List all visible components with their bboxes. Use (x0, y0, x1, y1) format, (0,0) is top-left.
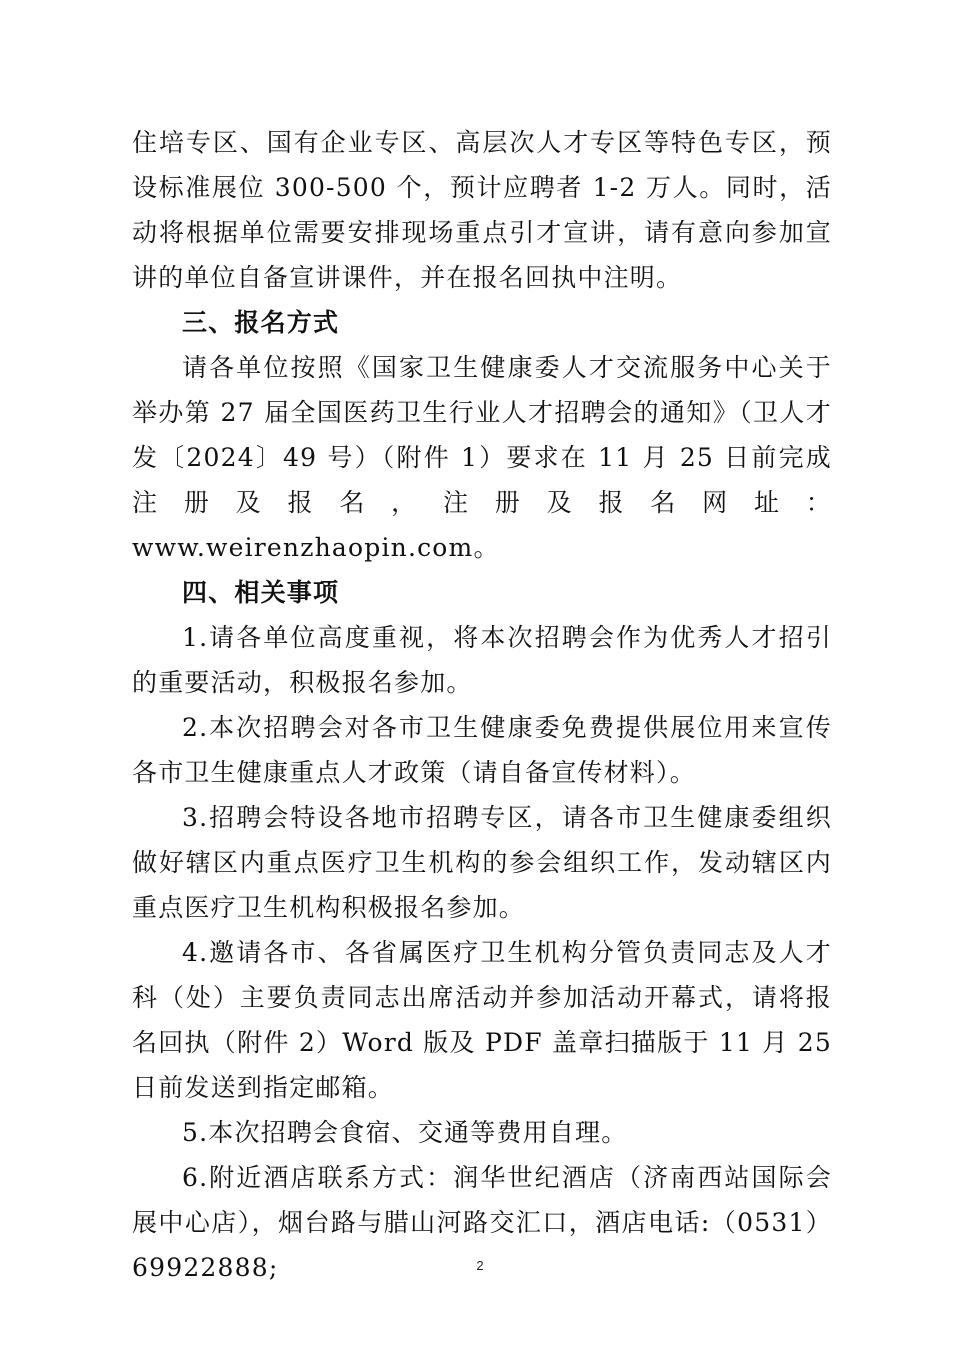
page-number: 2 (476, 1258, 484, 1273)
list-item-1: 1.请各单位高度重视，将本次招聘会作为优秀人才招引的重要活动，积极报名参加。 (132, 623, 832, 697)
list-item-6: 6.附近酒店联系方式：润华世纪酒店（济南西站国际会展中心店），烟台路与腊山河路交汇口，酒店电话:（0531）69922888; (132, 1163, 832, 1282)
paragraph-registration: 请各单位按照《国家卫生健康委人才交流服务中心关于举办第 27 届全国医药卫生行业人才招聘会的通知》（卫人才发〔2024〕49 号）（附件 1）要求在 11 月 25 日前完成注册及报名，注册及报名网址：www.weirenzhaopin.com。 (132, 353, 832, 562)
list-item-4: 4.邀请各市、各省属医疗卫生机构分管负责同志及人才科（处）主要负责同志出席活动并参加活动开幕式，请将报名回执（附件 2）Word 版及 PDF 盖章扫描版于 11 月 25 日前发送到指定邮箱。 (132, 938, 832, 1102)
section-heading-registration: 三、报名方式 (182, 308, 340, 337)
paragraph-continued: 住培专区、国有企业专区、高层次人才专区等特色专区，预设标准展位 300-500 个，预计应聘者 1-2 万人。同时，活动将根据单位需要安排现场重点引才宣讲，请有意向参加宣讲的单位自备宣讲课件，并在报名回执中注明。 (132, 128, 832, 292)
document-body (132, 120, 832, 1290)
list-item-3: 3.招聘会特设各地市招聘专区，请各市卫生健康委组织做好辖区内重点医疗卫生机构的参会组织工作，发动辖区内重点医疗卫生机构积极报名参加。 (132, 803, 832, 922)
list-item-2: 2.本次招聘会对各市卫生健康委免费提供展位用来宣传各市卫生健康重点人才政策（请自备宣传材料）。 (132, 713, 832, 787)
list-item-5: 5.本次招聘会食宿、交通等费用自理。 (182, 1118, 628, 1147)
section-heading-related-matters: 四、相关事项 (182, 578, 340, 607)
